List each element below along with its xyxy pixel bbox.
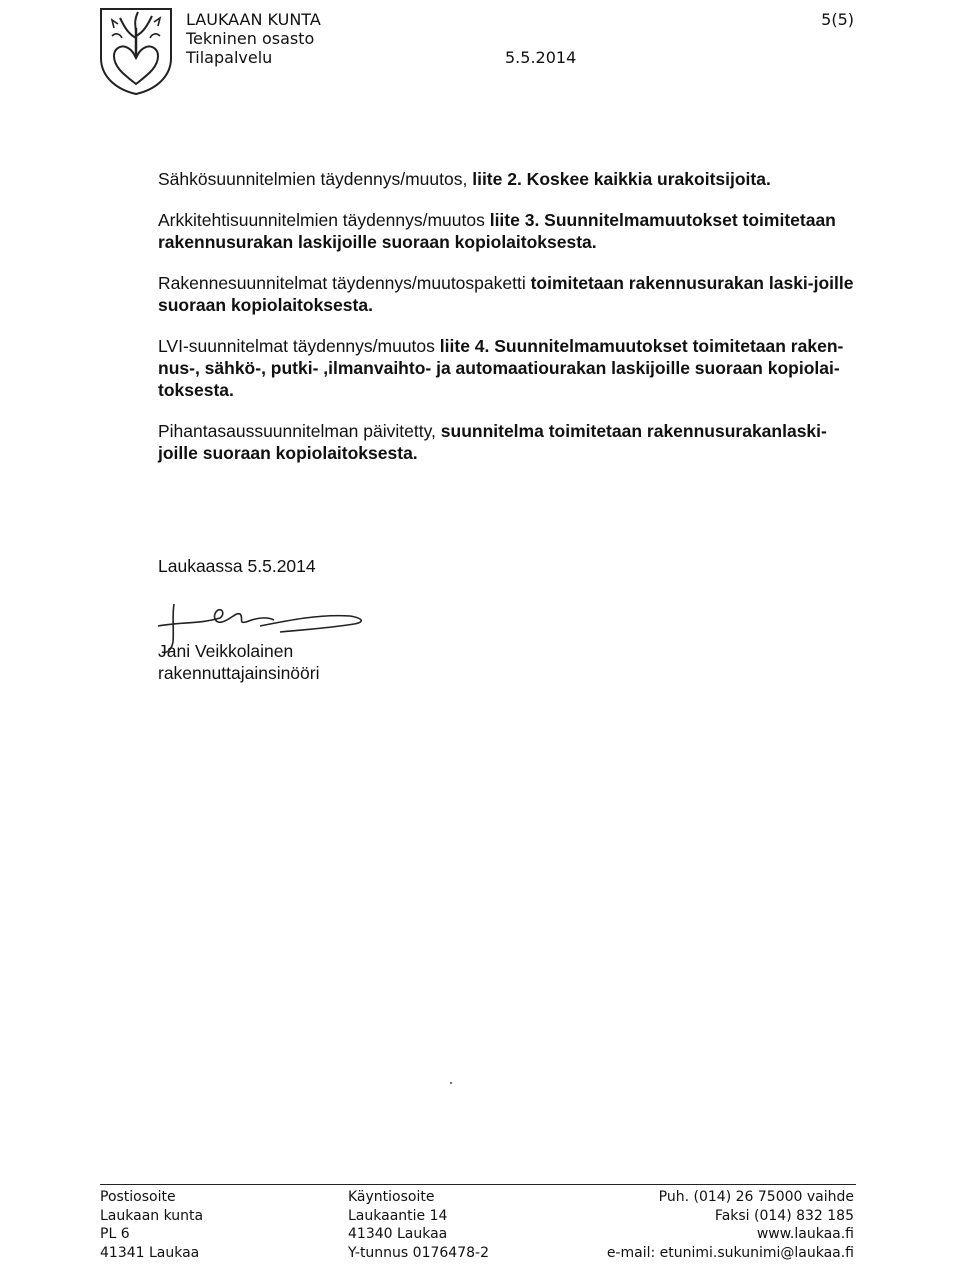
department-name: Tekninen osasto [186,29,315,48]
footer-postal-line: Laukaan kunta [100,1207,204,1224]
body-paragraph [158,168,858,190]
footer-website-link[interactable]: www.laukaa.fi [756,1226,854,1242]
coat-of-arms-icon [98,6,174,96]
footer-email-link[interactable]: e-mail: etunimi.sukunimi@laukaa.fi [606,1244,854,1261]
document-date: 5.5.2014 [505,48,577,67]
footer-fax: Faksi (014) 832 185 [714,1207,854,1224]
footer-visiting-label: Käyntiosoite [348,1189,435,1205]
plain-text: LVI-suunnitelmat täydennys/muutos [158,336,440,356]
plain-text: Arkkitehtisuunnitelmien täydennys/muutos [158,210,490,230]
bold-text: liite 3. Suunnitelmamuutokset toimitetaan rakennusurakan laskijoille suoraan kopiolaitoksesta. [158,210,836,252]
body-paragraph [158,420,858,464]
organization-block [186,10,321,67]
plain-text: Rakennesuunnitelmat täydennys/muutospaketti [158,273,531,293]
body-paragraph [158,272,858,316]
document-body [158,168,858,483]
signer-title: rakennuttajainsinööri [158,663,320,683]
plain-text: Pihantasaussuunnitelman päivitetty, [158,421,441,441]
footer-visiting-address [348,1188,489,1262]
organization-name: LAUKAAN KUNTA [186,10,321,29]
footer-visiting-line: Laukaantie 14 [348,1207,448,1224]
signer-name: Jani Veikkolainen [158,641,294,661]
footer-postal-label: Postiosoite [100,1189,176,1205]
body-paragraph [158,335,858,401]
place-and-date: Laukaassa 5.5.2014 [158,556,316,576]
signer-block [158,640,320,684]
footer-visiting-line: 41340 Laukaa [348,1226,448,1242]
footer-divider [100,1184,856,1185]
bold-text: toimitetaan rakennusurakan laski-joille suoraan kopiolaitoksesta. [158,273,854,315]
page-number: 5(5) [821,10,854,29]
footer-postal-address [100,1188,203,1262]
footer-postal-line: PL 6 [100,1226,130,1242]
body-paragraph [158,209,858,253]
footer-contact [560,1188,854,1262]
unit-name: Tilapalvelu [186,48,273,67]
footer-postal-line: 41341 Laukaa [100,1244,200,1261]
bold-text: liite 4. Suunnitelmamuutokset toimitetaan raken-nus-, sähkö-, putki- ,ilmanvaihto- ja automaatiourakan laskijoille suoraan kopiolai-toksesta. [158,336,844,400]
bold-text: liite 2. Koskee kaikkia urakoitsijoita. [472,169,771,189]
stray-mark [450,1082,452,1084]
bold-text: suunnitelma toimitetaan rakennusurakanlaski-joille suoraan kopiolaitoksesta. [158,421,827,463]
footer-business-id: Y-tunnus 0176478-2 [348,1244,489,1261]
footer-phone: Puh. (014) 26 75000 vaihde [658,1189,854,1205]
plain-text: Sähkösuunnitelmien täydennys/muutos, [158,169,473,189]
